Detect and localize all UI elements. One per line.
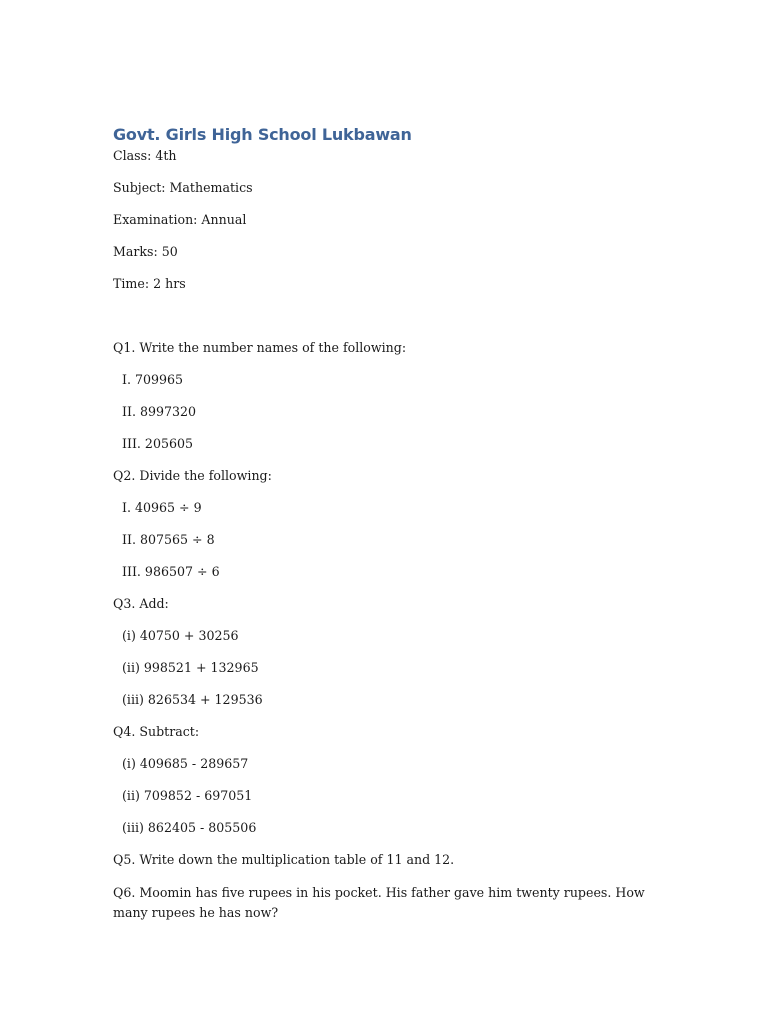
- question-4-item-2: (ii) 709852 - 697051: [122, 788, 253, 803]
- question-2: Q2. Divide the following:: [113, 468, 272, 483]
- question-1-item-3: III. 205605: [122, 436, 194, 451]
- question-2-item-3: III. 986507 ÷ 6: [122, 564, 220, 579]
- exam-document: [113, 124, 653, 937]
- question-3-item-1: (i) 40750 + 30256: [122, 628, 239, 643]
- questions-list: [113, 339, 653, 923]
- school-title: Govt. Girls High School Lukbawan: [113, 125, 412, 144]
- spacer: [113, 307, 653, 339]
- examination-line: Examination: Annual: [113, 212, 247, 227]
- subject-line: Subject: Mathematics: [113, 180, 253, 195]
- question-4-item-3: (iii) 862405 - 805506: [122, 820, 257, 835]
- question-2-item-1: I. 40965 ÷ 9: [122, 500, 202, 515]
- question-3: Q3. Add:: [113, 596, 169, 611]
- marks-line: Marks: 50: [113, 244, 178, 259]
- question-4: Q4. Subtract:: [113, 724, 200, 739]
- question-4-item-1: (i) 409685 - 289657: [122, 756, 249, 771]
- question-2-item-2: II. 807565 ÷ 8: [122, 532, 215, 547]
- question-1: Q1. Write the number names of the following:: [113, 340, 407, 355]
- time-line: Time: 2 hrs: [113, 276, 186, 291]
- question-5: Q5. Write down the multiplication table of 11 and 12.: [113, 852, 455, 867]
- question-6: Q6. Moomin has five rupees in his pocket. His father gave him twenty rupees. How many rupees he has now?: [113, 885, 645, 920]
- question-3-item-3: (iii) 826534 + 129536: [122, 692, 263, 707]
- class-line: Class: 4th: [113, 148, 177, 163]
- question-1-item-2: II. 8997320: [122, 404, 197, 419]
- exam-details: [113, 147, 653, 293]
- question-1-item-1: I. 709965: [122, 372, 184, 387]
- question-3-item-2: (ii) 998521 + 132965: [122, 660, 259, 675]
